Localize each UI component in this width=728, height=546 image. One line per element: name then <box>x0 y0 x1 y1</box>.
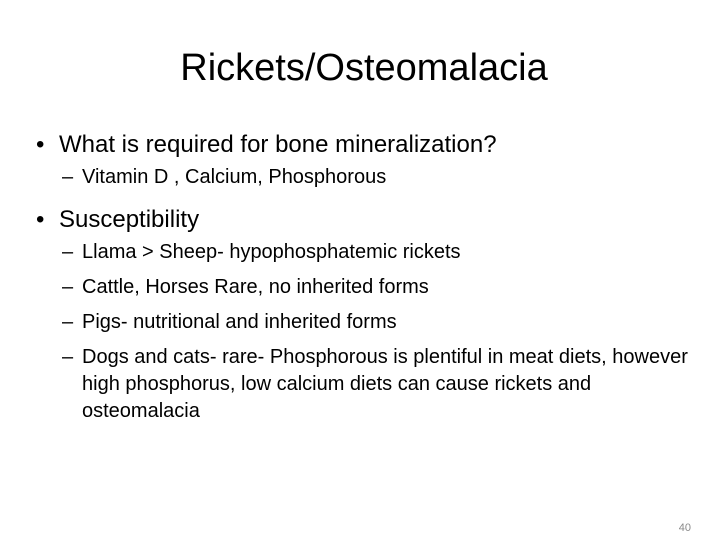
sub-bullet-item <box>62 239 696 266</box>
bullet-icon: • <box>36 131 45 158</box>
bullet-item <box>36 205 696 235</box>
sub-bullet-item <box>62 274 696 301</box>
bullet-text: Susceptibility <box>59 206 200 233</box>
sub-bullet-text: Dogs and cats- rare- Phosphorous is plentiful in meat diets, however high phosphorus, low calcium diets can cause rickets and osteomalacia <box>82 346 688 422</box>
dash-icon: – <box>62 241 74 263</box>
sub-bullet-text: Vitamin D , Calcium, Phosphorous <box>82 166 387 188</box>
dash-icon: – <box>62 276 74 298</box>
page-number: 40 <box>678 522 691 534</box>
sub-bullet-text: Pigs- nutritional and inherited forms <box>82 311 397 333</box>
slide-title: Rickets/Osteomalacia <box>180 47 548 89</box>
sub-bullet-text: Cattle, Horses Rare, no inherited forms <box>82 276 429 298</box>
bullet-item <box>36 130 696 160</box>
bullet-icon: • <box>36 206 45 233</box>
sub-bullet-item <box>62 344 696 425</box>
dash-icon: – <box>62 311 74 333</box>
dash-icon: – <box>62 346 74 368</box>
dash-icon: – <box>62 166 74 188</box>
sub-bullet-text: Llama > Sheep- hypophosphatemic rickets <box>82 241 461 263</box>
bullet-text: What is required for bone mineralization? <box>59 131 497 158</box>
sub-bullet-item <box>62 164 696 191</box>
slide-content <box>36 130 696 433</box>
sub-bullet-item <box>62 309 696 336</box>
